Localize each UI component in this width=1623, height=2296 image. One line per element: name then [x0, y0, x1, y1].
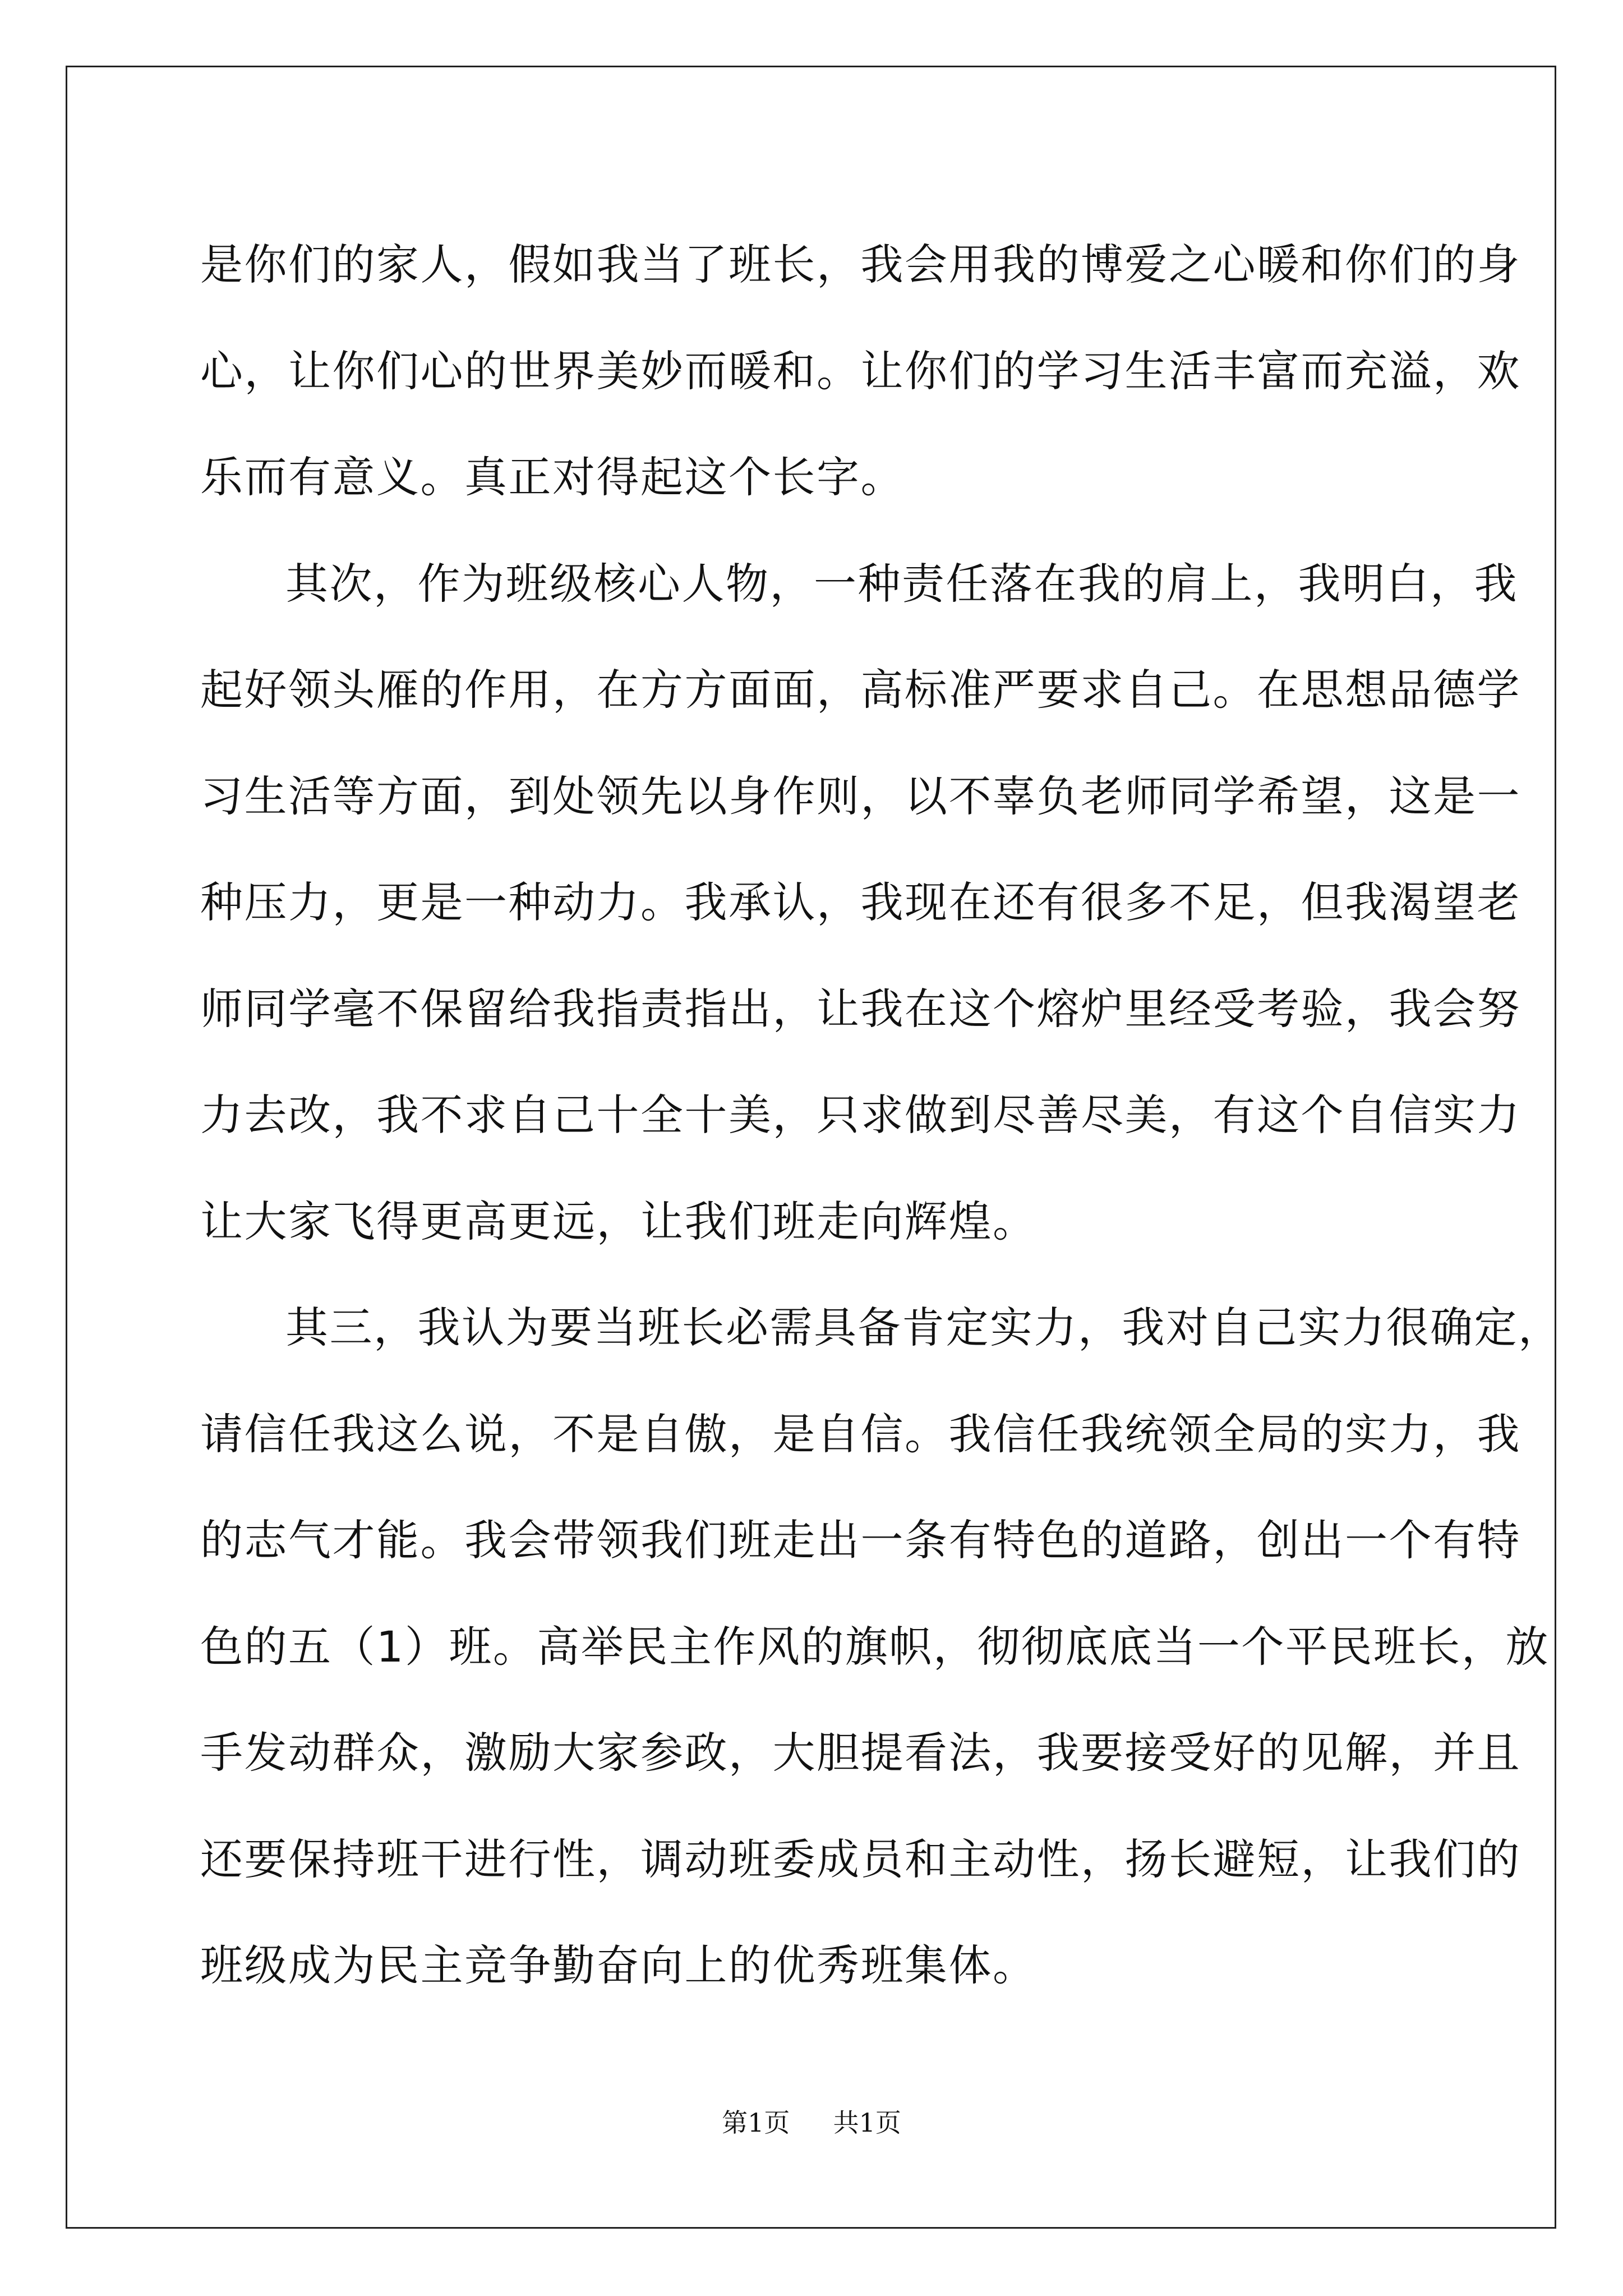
- paragraph-first-line: 其次，作为班级核心人物，一种责任落在我的肩上，我明白，我: [285, 558, 1518, 609]
- text-line: 心，让你们心的世界美妙而暖和。让你们的学习生活丰富而充溢，欢: [200, 346, 1521, 396]
- paragraph-first-line: 其三，我认为要当班长必需具备肯定实力，我对自己实力很确定，: [285, 1303, 1562, 1352]
- text-line: 请信任我这么说，不是自傲，是自信。我信任我统领全局的实力，我: [200, 1409, 1521, 1459]
- text-line: 让大家飞得更高更远，让我们班走向辉煌。: [200, 1196, 1037, 1246]
- text-line: 起好领头雁的作用，在方方面面，高标准严要求自己。在思想品德学: [200, 665, 1521, 715]
- text-line: 还要保持班干进行性，调动班委成员和主动性，扬长避短，让我们的: [200, 1834, 1521, 1884]
- text-line: 的志气才能。我会带领我们班走出一条有特色的道路，创出一个有特: [200, 1515, 1521, 1565]
- page-footer: [0, 2102, 1623, 2139]
- page-total: 共1页: [833, 2108, 901, 2138]
- text-line: 力去改，我不求自己十全十美，只求做到尽善尽美，有这个自信实力: [200, 1090, 1521, 1140]
- text-line: 习生活等方面，到处领先以身作则，以不辜负老师同学希望，这是一: [200, 771, 1521, 821]
- text-line: 班级成为民主竞争勤奋向上的优秀班集体。: [200, 1940, 1037, 1990]
- text-line: 手发动群众，激励大家参政，大胆提看法，我要接受好的见解，并且: [200, 1728, 1521, 1778]
- text-line: 乐而有意义。真正对得起这个长字。: [200, 452, 905, 502]
- text-line: 师同学毫不保留给我指责指出，让我在这个熔炉里经受考验，我会努: [200, 983, 1521, 1034]
- page-number: 第1页: [722, 2108, 790, 2138]
- text-line: 种压力，更是一种动力。我承认，我现在还有很多不足，但我渴望老: [200, 877, 1521, 927]
- text-line: 是你们的家人，假如我当了班长，我会用我的博爱之心暖和你们的身: [200, 240, 1521, 289]
- document-body: [200, 211, 1562, 2019]
- text-line: 色的五（1）班。高举民主作风的旗帜，彻彻底底当一个平民班长，放: [200, 1621, 1550, 1672]
